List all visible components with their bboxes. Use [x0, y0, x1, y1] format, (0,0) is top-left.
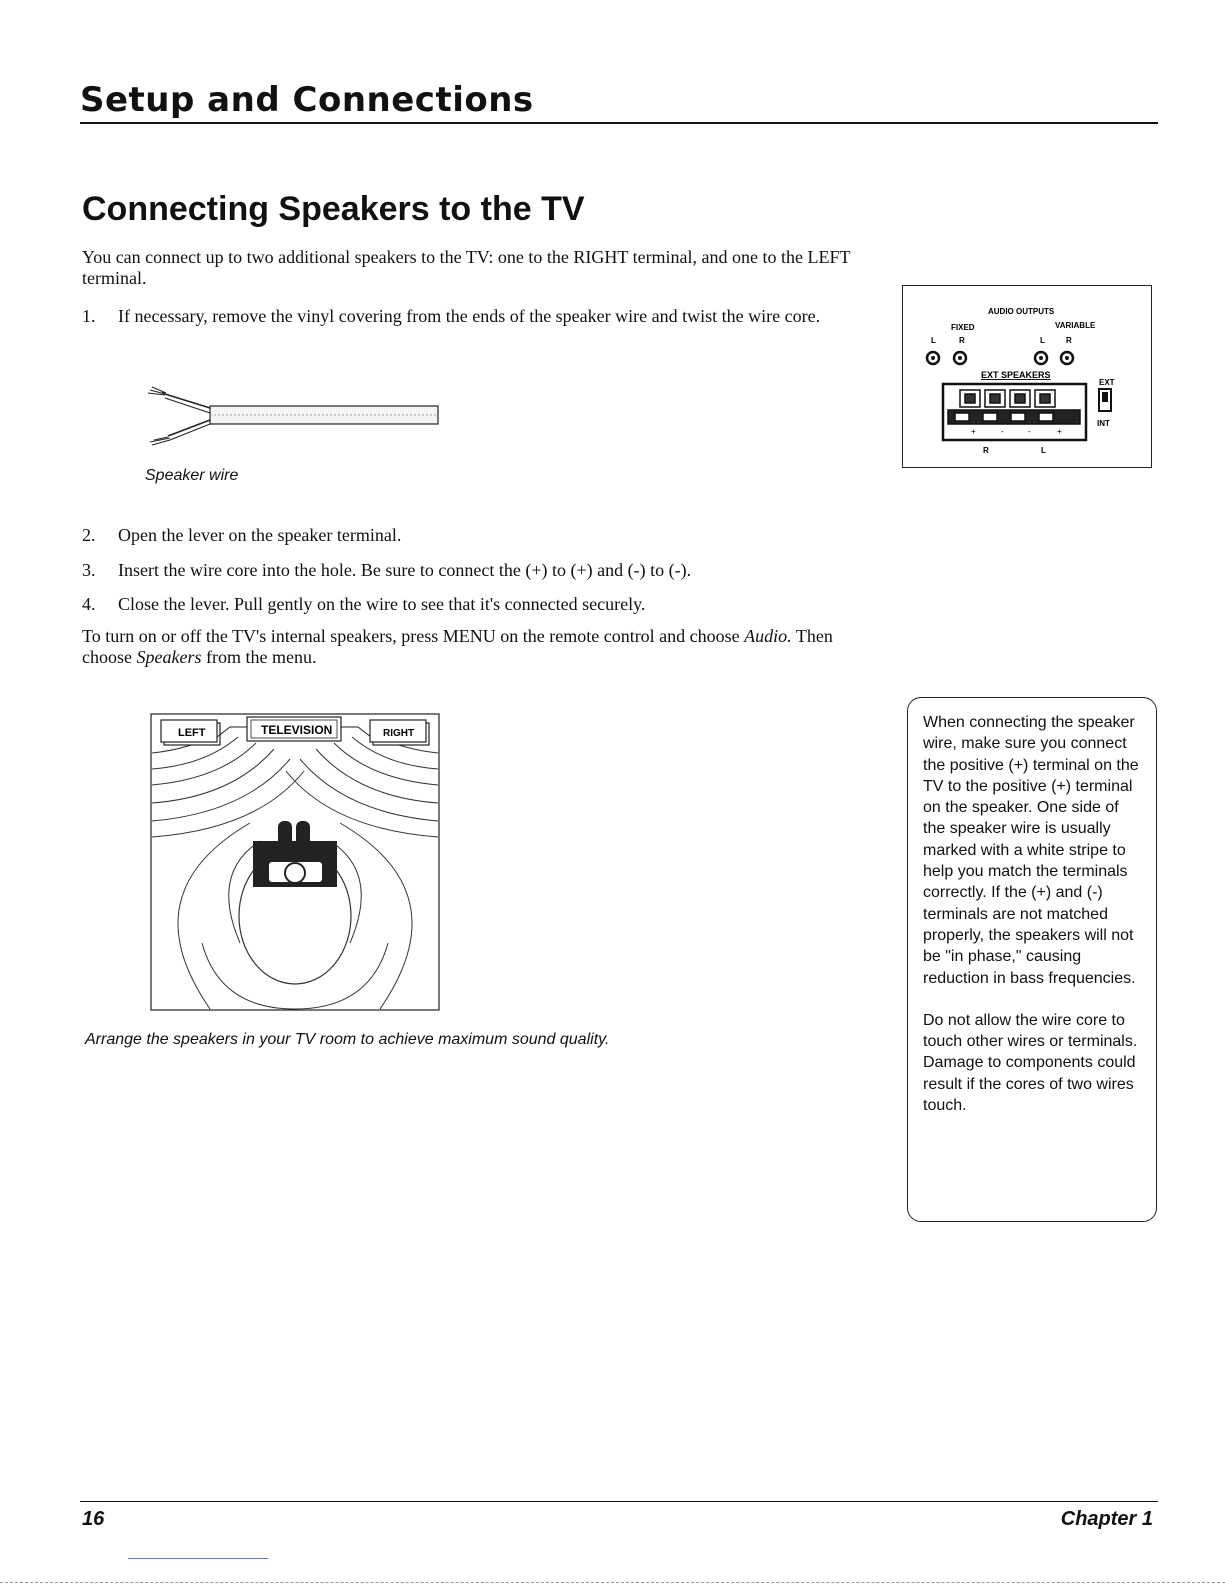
outro-text-3: from the menu.	[201, 647, 317, 667]
page-title: Connecting Speakers to the TV	[82, 190, 585, 228]
television-label: TELEVISION	[261, 723, 333, 737]
outro-text-1: To turn on or off the TV's internal speakers, press MENU on the remote control and choose	[82, 626, 745, 646]
room-caption: Arrange the speakers in your TV room to achieve maximum sound quality.	[85, 1031, 610, 1048]
ext-label: EXT	[1099, 378, 1115, 387]
step-text: If necessary, remove the vinyl covering from the ends of the speaker wire and twist the wire core.	[118, 306, 821, 326]
section-header: Setup and Connections	[80, 80, 534, 120]
fixed-l-label: L	[931, 336, 936, 345]
room-arrangement-illustration	[150, 713, 440, 1011]
audio-jacks	[927, 352, 1073, 364]
terminal-panel-svg	[903, 286, 1150, 466]
audio-outputs-label: AUDIO OUTPUTS	[988, 307, 1055, 316]
wire-caption: Speaker wire	[145, 467, 239, 484]
left-speaker-label: LEFT	[178, 727, 206, 739]
header-rule	[80, 122, 1158, 124]
variable-l-label: L	[1040, 336, 1045, 345]
tip-paragraph-1: When connecting the speaker wire, make sure you connect the positive (+) terminal on the TV to the positive (+) terminal on the speaker. One side of the speaker wire is usually marked with a white stripe to help you match the terminals correctly. If the (+) and (-) terminals are not matched properly, the speakers will not be "in phase," causing reduction in bass frequencies.	[923, 714, 1139, 987]
terminal-plus-2: +	[1057, 427, 1062, 436]
terminal-l-label: L	[1041, 446, 1046, 455]
wire-core-top	[148, 387, 166, 395]
menu-instructions	[82, 626, 862, 668]
terminal-r-label: R	[983, 446, 989, 455]
terminal-minus-1: -	[1001, 427, 1004, 436]
fixed-label: FIXED	[951, 323, 975, 332]
step-number: 3.	[82, 560, 96, 580]
tip-paragraph-2: Do not allow the wire core to touch other wires or terminals. Damage to components could result if the cores of two wires touch.	[923, 1011, 1138, 1115]
wire-lower-strand	[168, 420, 210, 436]
variable-label: VARIABLE	[1055, 321, 1096, 330]
step-text: Open the lever on the speaker terminal.	[118, 525, 402, 545]
speakers-menu-term: Speakers	[136, 647, 202, 667]
step-number: 2.	[82, 525, 96, 545]
ext-speakers-label: EXT SPEAKERS	[981, 370, 1051, 380]
audio-menu-term: Audio.	[744, 626, 792, 646]
step-number: 4.	[82, 594, 96, 614]
chapter-label: Chapter 1	[1060, 1508, 1153, 1530]
scan-bottom-edge	[0, 1582, 1225, 1584]
step-text: Close the lever. Pull gently on the wire to see that it's connected securely.	[118, 594, 646, 614]
bottom-link-line	[128, 1558, 268, 1559]
terminal-plus-1: +	[971, 427, 976, 436]
terminal-minus-2: -	[1028, 427, 1031, 436]
intro-paragraph: You can connect up to two additional speakers to the TV: one to the RIGHT terminal, and one to the LEFT terminal.	[82, 247, 851, 288]
right-speaker-box	[370, 720, 429, 745]
left-speaker-box	[161, 720, 220, 745]
footer-rule	[80, 1501, 1158, 1502]
speaker-wire-illustration	[140, 380, 450, 455]
variable-r-label: R	[1066, 336, 1072, 345]
wire-core-bottom	[150, 437, 170, 445]
right-speaker-label: RIGHT	[383, 728, 415, 739]
page-number: 16	[82, 1508, 105, 1530]
television-box	[247, 717, 341, 741]
step-text: Insert the wire core into the hole. Be sure to connect the (+) to (+) and (-) to (-).	[118, 560, 692, 580]
step-number: 1.	[82, 306, 96, 326]
ext-int-switch	[1099, 389, 1111, 411]
tip-box	[907, 697, 1157, 1222]
fixed-r-label: R	[959, 336, 965, 345]
int-label: INT	[1097, 419, 1110, 428]
speaker-terminal-illustration	[902, 285, 1152, 468]
outro-text-2: Then choose	[82, 626, 833, 667]
